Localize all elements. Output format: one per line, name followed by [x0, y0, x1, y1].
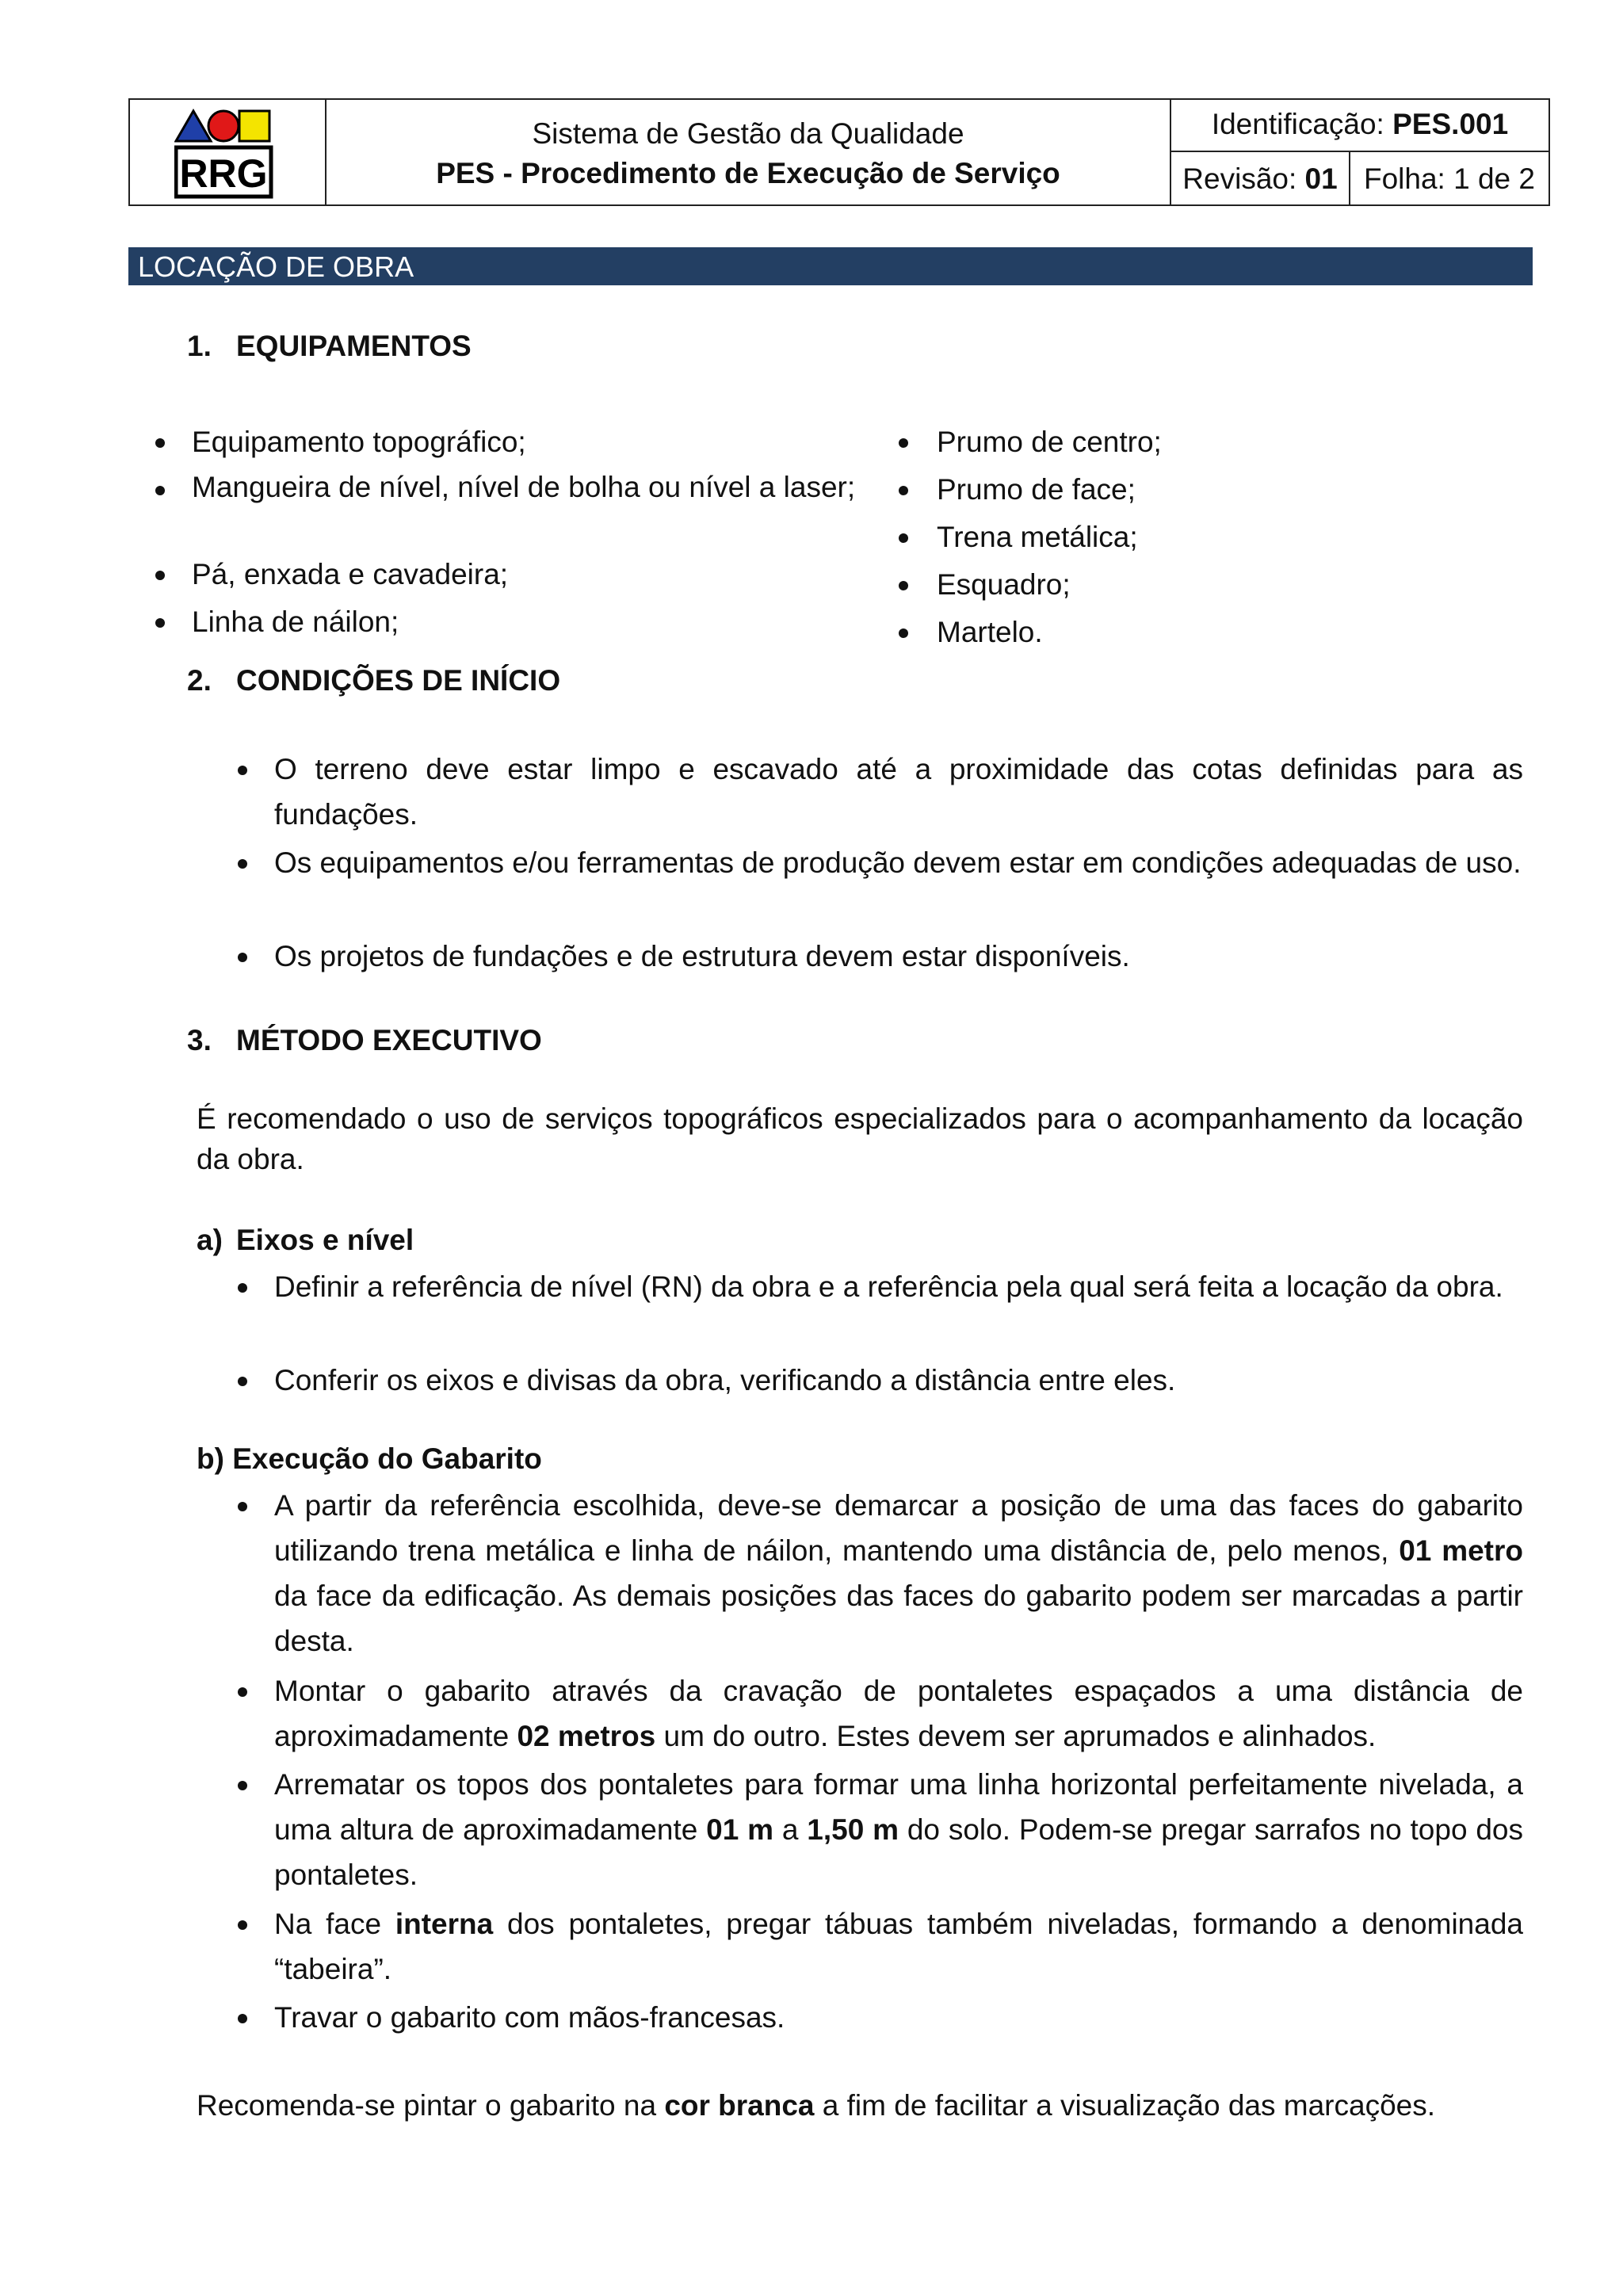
- text-run: Arrematar os topos dos pontaletes para formar uma linha horizontal perfeitamente nivelada, a uma altura de aproximadamente: [274, 1768, 1523, 1846]
- eixos-item: Conferir os eixos e divisas da obra, verificando a distância entre eles.: [274, 1364, 1176, 1396]
- rrg-logo: [174, 106, 274, 200]
- gabarito-item: [274, 1901, 1523, 1992]
- gabarito-item: [274, 1762, 1523, 1897]
- logo-cell: [130, 100, 327, 204]
- text-run: Montar o gabarito através da cravação de pontaletes espaçados a uma distância de aproximadamente: [274, 1675, 1523, 1752]
- text-run: dos pontaletes, pregar tábuas também niveladas, formando a denominada “tabeira”.: [274, 1908, 1523, 1985]
- bullet-icon: [238, 1377, 247, 1386]
- condicao-item: O terreno deve estar limpo e escavado até a proximidade das cotas definidas para as fundações.: [274, 753, 1523, 831]
- bullet-icon: [899, 581, 908, 590]
- equip-right-item: Trena metálica;: [937, 521, 1138, 553]
- eixos-item: Definir a referência de nível (RN) da obra e a referência pela qual será feita a locação da obra.: [274, 1270, 1503, 1303]
- bold-run: 1,50 m: [807, 1813, 899, 1846]
- title-cell: [327, 100, 1171, 204]
- text-run: Recomenda-se pintar o gabarito na: [197, 2089, 665, 2122]
- bullet-icon: [238, 1687, 247, 1697]
- text-run: um do outro. Estes devem ser aprumados e alinhados.: [655, 1720, 1377, 1752]
- equip-right-item: Martelo.: [937, 616, 1043, 648]
- text-run: Na face: [274, 1908, 395, 1940]
- revisao-label: Revisão:: [1182, 162, 1305, 195]
- bullet-icon: [155, 486, 165, 495]
- document-header: [128, 98, 1550, 206]
- bullet-icon: [238, 2014, 247, 2023]
- sub-b-title: b) Execução do Gabarito: [197, 1442, 542, 1475]
- bullet-icon: [238, 1283, 247, 1293]
- heading-equipamentos: EQUIPAMENTOS: [236, 330, 472, 362]
- bullet-icon: [899, 486, 908, 495]
- bullet-icon: [899, 628, 908, 638]
- bullet-icon: [155, 571, 165, 580]
- metodo-intro: É recomendado o uso de serviços topográficos especializados para o acompanhamento da locação da obra.: [197, 1102, 1523, 1175]
- logo-text: RRG: [179, 151, 268, 196]
- system-title: Sistema de Gestão da Qualidade: [532, 117, 964, 150]
- bullet-icon: [238, 1920, 247, 1930]
- identificacao: [1171, 100, 1549, 152]
- bullet-icon: [238, 953, 247, 962]
- bullet-icon: [238, 1781, 247, 1790]
- bold-run: 01 metro: [1399, 1534, 1523, 1567]
- bold-run: interna: [395, 1908, 494, 1940]
- condicao-item: Os equipamentos e/ou ferramentas de produção devem estar em condições adequadas de uso.: [274, 846, 1522, 879]
- revisao-value: 01: [1304, 162, 1338, 195]
- bullet-icon: [899, 438, 908, 448]
- section-title-bar: LOCAÇÃO DE OBRA: [128, 247, 1533, 285]
- bullet-icon: [238, 766, 247, 775]
- bullet-icon: [155, 618, 165, 628]
- equip-left-item: Equipamento topográfico;: [192, 426, 526, 458]
- text-run: A partir da referência escolhida, deve-se demarcar a posição de uma das faces do gabarito utilizando trena metálica e linha de náilon, mantendo uma distância de, pelo menos,: [274, 1489, 1523, 1567]
- closing-note: [197, 2083, 1544, 2128]
- gabarito-item: Travar o gabarito com mãos-francesas.: [274, 2001, 785, 2034]
- sub-a-label: a): [197, 1224, 223, 1256]
- condicao-item: Os projetos de fundações e de estrutura devem estar disponíveis.: [274, 940, 1130, 972]
- text-run: a: [773, 1813, 808, 1846]
- text-run: do solo. Podem-se pregar sarrafos no topo dos pontaletes.: [274, 1813, 1524, 1891]
- bullet-icon: [899, 533, 908, 543]
- bullet-icon: [238, 1502, 247, 1511]
- bullet-icon: [238, 859, 247, 869]
- document-type: PES - Procedimento de Execução de Serviço: [436, 157, 1060, 189]
- sub-a-title: Eixos e nível: [236, 1224, 414, 1256]
- equip-left-item: Mangueira de nível, nível de bolha ou nível a laser;: [192, 471, 856, 503]
- identificacao-label: Identificação:: [1211, 108, 1393, 140]
- text-run: da face da edificação. As demais posições das faces do gabarito podem ser marcadas a partir desta.: [274, 1580, 1523, 1657]
- gabarito-item: [274, 1668, 1523, 1759]
- bullet-icon: [155, 438, 165, 448]
- gabarito-item: [274, 1483, 1523, 1664]
- equip-right-item: Esquadro;: [937, 568, 1071, 601]
- meta-cell: [1171, 100, 1549, 204]
- equip-left-item: Linha de náilon;: [192, 606, 399, 638]
- heading-condicoes: CONDIÇÕES DE INÍCIO: [236, 664, 561, 697]
- identificacao-value: PES.001: [1392, 108, 1509, 140]
- equip-right-item: Prumo de centro;: [937, 426, 1162, 458]
- heading-metodo: MÉTODO EXECUTIVO: [236, 1024, 542, 1056]
- folha: Folha: 1 de 2: [1364, 162, 1535, 195]
- equip-right-item: Prumo de face;: [937, 473, 1136, 506]
- bold-run: 01 m: [706, 1813, 774, 1846]
- heading-number-3: 3.: [187, 1024, 212, 1056]
- bold-run: cor branca: [664, 2089, 815, 2122]
- text-run: a fim de facilitar a visualização das marcações.: [814, 2089, 1436, 2122]
- heading-number-1: 1.: [187, 330, 212, 362]
- equip-left-item: Pá, enxada e cavadeira;: [192, 558, 509, 590]
- revisao: [1171, 152, 1350, 204]
- heading-number-2: 2.: [187, 664, 212, 697]
- bold-run: 02 metros: [517, 1720, 656, 1752]
